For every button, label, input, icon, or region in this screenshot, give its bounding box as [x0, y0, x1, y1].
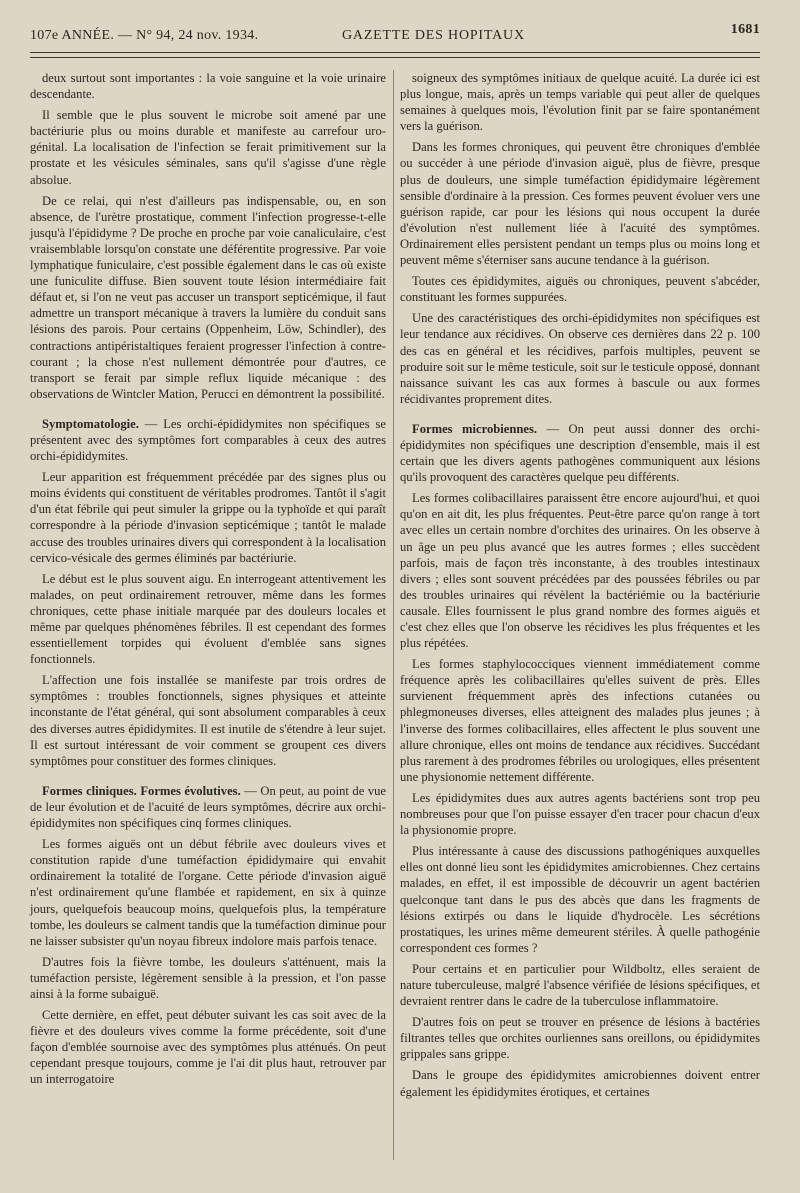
header-rule-top	[30, 52, 760, 53]
paragraph	[400, 790, 760, 838]
journal-title: GAZETTE DES HOPITAUX	[342, 28, 525, 43]
paragraph-text: L'affection une fois installée se manifeste par trois ordres de symptômes : troubles fonctionnels, signes physiques et atteinte inconstante de l'état général, qui sont absolument comparables à ceux des diverses autres épididymites. Il est inutile de s'étendre à leur sujet. Il est surtout intéressant de voir comment se groupent ces divers symptômes pour constituer des formes cliniques.	[30, 673, 386, 768]
paragraph	[400, 139, 760, 268]
paragraph	[400, 1067, 760, 1099]
paragraph-text: D'autres fois on peut se trouver en présence de lésions à bactéries filtrantes telles que orchites ourliennes sans oreillons, ou épididymites grippales sans grippe.	[400, 1015, 760, 1062]
page-header	[30, 22, 760, 48]
right-column	[400, 70, 760, 1105]
paragraph-text: Plus intéressante à cause des discussions pathogéniques auxquelles elles ont donné lieu sont les épididymites amicrobiennes. Chez certains malades, en effet, il est impossible de découvrir un agent bactérien quelconque tant dans le pus des abcès que dans les fragments de lésions extirpés ou dans le liquide d'hydrocèle. Les sécrétions prostatiques, les urines même demeurent stériles. À quelle pathogénie correspondent ces formes ?	[400, 844, 760, 955]
paragraph-text: Dans le groupe des épididymites amicrobiennes doivent entrer également les épididymites érotiques, et certaines	[400, 1068, 760, 1099]
paragraph-text: Cette dernière, en effet, peut débuter suivant les cas soit avec de la fièvre et des douleurs vives comme la forme précédente, soit d'une façon d'emblée sournoise avec des symptômes plus atténués. On peut cependant presque toujours, comme je l'ai dit plus haut, retrouver par un interrogatoire	[30, 1008, 386, 1087]
section-heading: Formes cliniques. Formes évolutives.	[42, 783, 241, 798]
paragraph-text: Les formes colibacillaires paraissent être encore aujourd'hui, et quoi qu'on en ait dit, les plus fréquentes. Peut-être parce qu'on range à tort avec elles un certain nombre d'orchites des urinaires. On les observe à un âge un peu plus avancé que les autres formes ; elles succèdent parfois, mais de façon très inconstante, à des troubles intestinaux divers ; elles sont souvent précédées par des poussées fébriles ou par des troubles urinaires qui révèlent la bactériémie ou la bactériurie causale. Elles fournissent le plus grand nombre des formes aiguës et c'est chez elles que l'on observe les récidives les plus fréquentes et les plus répétées.	[400, 491, 760, 651]
paragraph-text: D'autres fois la fièvre tombe, les douleurs s'atténuent, mais la tuméfaction persiste, légèrement sensible à la pression, et l'on passe ainsi à la forme subaiguë.	[30, 954, 386, 1001]
left-column	[30, 70, 386, 1093]
paragraph-text: Dans les formes chroniques, qui peuvent être chroniques d'emblée ou succéder à une période d'invasion aiguë, plus de fièvre, presque plus de douleurs, une simple tuméfaction épididymaire légèrement sensible d'ordinaire à la pression. Ces formes peuvent évoluer vers une guérison rapide, car pour les lésions qui nous occupent la durée d'évolution n'est nullement liée à l'acuité des symptômes. Ordinairement elles persistent pendant un temps plus ou moins long et peuvent même s'éterniser sans aucune tendance à la guérison.	[400, 140, 760, 268]
paragraph-text: — Les orchi-épididymites non spécifiques se présentent avec des symptômes fort comparables à ceux des autres orchi-épididymites.	[30, 416, 386, 464]
paragraph	[30, 1007, 386, 1087]
paragraph	[30, 571, 386, 668]
header-rule-bottom	[30, 57, 760, 58]
paragraph	[400, 656, 760, 785]
paragraph-text: Les formes aiguës ont un début fébrile avec douleurs vives et constitution rapide d'une tuméfaction épididymaire qui envahit ordinairement la totalité de l'organe. Cette période d'invasion aiguë n'est ordinairement qu'une flambée et rapidement, en six à quinze jours, quelquefois beaucoup moins, quelquefois plus, la température tombe, les douleurs se calment tandis que la tuméfaction diminue pour ne laisser subsister qu'un noyau fibreux indolore mais parfois tenace.	[30, 837, 386, 948]
paragraph-text: Les épididymites dues aux autres agents bactériens sont trop peu nombreuses pour que l'on puisse essayer d'en tracer pour chacun d'eux la physionomie propre.	[400, 790, 760, 838]
paragraph-text: Toutes ces épididymites, aiguës ou chroniques, peuvent s'abcéder, constituant les formes suppurées.	[400, 274, 760, 305]
paragraph	[400, 961, 760, 1009]
paragraph-text: Pour certains et en particulier pour Wildboltz, elles seraient de nature tuberculeuse, malgré l'absence vérifiée de lésions spécifiques, et devraient rentrer dans le cadre de la tuberculose inflammatoire.	[400, 961, 760, 1009]
paragraph-text: — On peut, au point de vue de leur évolution et de l'acuité de leurs symptômes, décrire aux orchi-épididymites non spécifiques cinq formes cliniques.	[30, 783, 387, 831]
paragraph-text: deux surtout sont importantes : la voie sanguine et la voie urinaire descendante.	[30, 71, 386, 102]
paragraph	[400, 1014, 760, 1062]
paragraph-text: Une des caractéristiques des orchi-épididymites non spécifiques est leur tendance aux récidives. On observe ces dernières dans 22 p. 100 des cas en général et les récidives, parfois multiples, peuvent se produire soit sur le même testicule, soit sur le testicule opposé, donnant naissance suivant les cas aux formes à bascule ou aux formes récidivantes proprement dites.	[400, 311, 760, 406]
paragraph-text: — On peut aussi donner des orchi-épididymites non spécifiques une description d'ensemble, mais il est certain que les divers agents pathogènes communiquent aux lésions qu'ils provoquent des caractères quelque peu différents.	[400, 421, 760, 485]
paragraph-text: Leur apparition est fréquemment précédée par des signes plus ou moins évidents qui constituent de véritables prodromes. Tantôt il s'agit d'un état fébrile qui peut simuler la grippe ou la typhoïde et qui paraît correspondre à la période d'invasion septicémique ; tantôt le malade accuse des troubles urinaires divers qui correspondent à la localisation cervico-vésicale des germes éliminés par bactériurie.	[30, 470, 386, 565]
paragraph	[400, 70, 760, 134]
paragraph	[30, 672, 386, 769]
page-number: 1681	[730, 22, 760, 37]
paragraph	[30, 836, 386, 949]
section-heading: Formes microbiennes.	[412, 421, 538, 436]
paragraph	[30, 469, 386, 566]
issue-info: 107e ANNÉE. — N° 94, 24 nov. 1934.	[30, 28, 259, 43]
paragraph	[30, 70, 386, 102]
paragraph	[400, 273, 760, 305]
paragraph	[400, 310, 760, 407]
paragraph-text: soigneux des symptômes initiaux de quelque acuité. La durée ici est plus longue, mais, après un temps variable qui peut aller de quelques semaines à quelques mois, l'évolution finit par se faire spontanément vers la guérison.	[400, 71, 760, 134]
column-divider	[393, 70, 394, 1160]
paragraph	[30, 954, 386, 1002]
paragraph-text: De ce relai, qui n'est d'ailleurs pas indispensable, ou, en son absence, de l'urètre prostatique, comment l'infection progresse-t-elle jusqu'à l'épididyme ? De proche en proche par voie canaliculaire, c'est vraisemblable lorsqu'on constate une déférentite progressive. Par voie lymphatique funiculaire, c'est possible également dans le cas où existe une funiculite diffuse. Bien souvent toute lésion intermédiaire fait défaut et, si l'on ne veut pas accuser un transport septicémique, il faut admettre un transport mécanique à travers la lumière du conduit sans lésions des parois. Pour certains (Oppenheim, Löw, Schindler), des contractions antipéristaltiques feraient progresser l'infection à contre-courant ; la chose n'est nullement démontrée pour d'autres, ce transport se ferait par simple reflux liquide mécanique : des observations de Wintcler Mation, Perucci en démontrent la possibilité.	[30, 193, 386, 401]
section-heading: Symptomatologie.	[42, 416, 139, 431]
paragraph	[400, 843, 760, 956]
paragraph	[30, 416, 386, 464]
paragraph	[400, 490, 760, 651]
paragraph	[30, 783, 386, 831]
paragraph-text: Il semble que le plus souvent le microbe soit amené par une bactériurie plus ou moins durable et manifeste au carrefour uro-génital. La localisation de l'infection se ferait primitivement sur la prostate et les vésicules séminales, sans qu'il s'agisse d'une règle absolue.	[30, 108, 386, 187]
paragraph-text: Le début est le plus souvent aigu. En interrogeant attentivement les malades, on peut ordinairement retrouver, même dans les formes chroniques, cette phase initiale marquée par des douleurs locales et même par quelques phénomènes fébriles. Il est cependant des formes essentiellement torpides qui évoluent d'emblée sans signes fonctionnels.	[30, 571, 386, 667]
paragraph-text: Les formes staphylococciques viennent immédiatement comme fréquence après les colibacillaires qu'elles suivent de près. Elles survienent fréquemment après des infections cutanées ou phlegmoneuses diverses, elles atteignent des malades plus jeunes ; à l'inverse des formes colibacillaires, elles affectent le plus souvent une allure chronique, elles ont moins de tendance aux récidives. Succédant plus rarement à des prodromes fébriles ou urologiques, elles présentent une physionomie nettement différente.	[400, 657, 760, 784]
paragraph	[30, 107, 386, 187]
paragraph	[30, 193, 386, 402]
paragraph	[400, 421, 760, 485]
